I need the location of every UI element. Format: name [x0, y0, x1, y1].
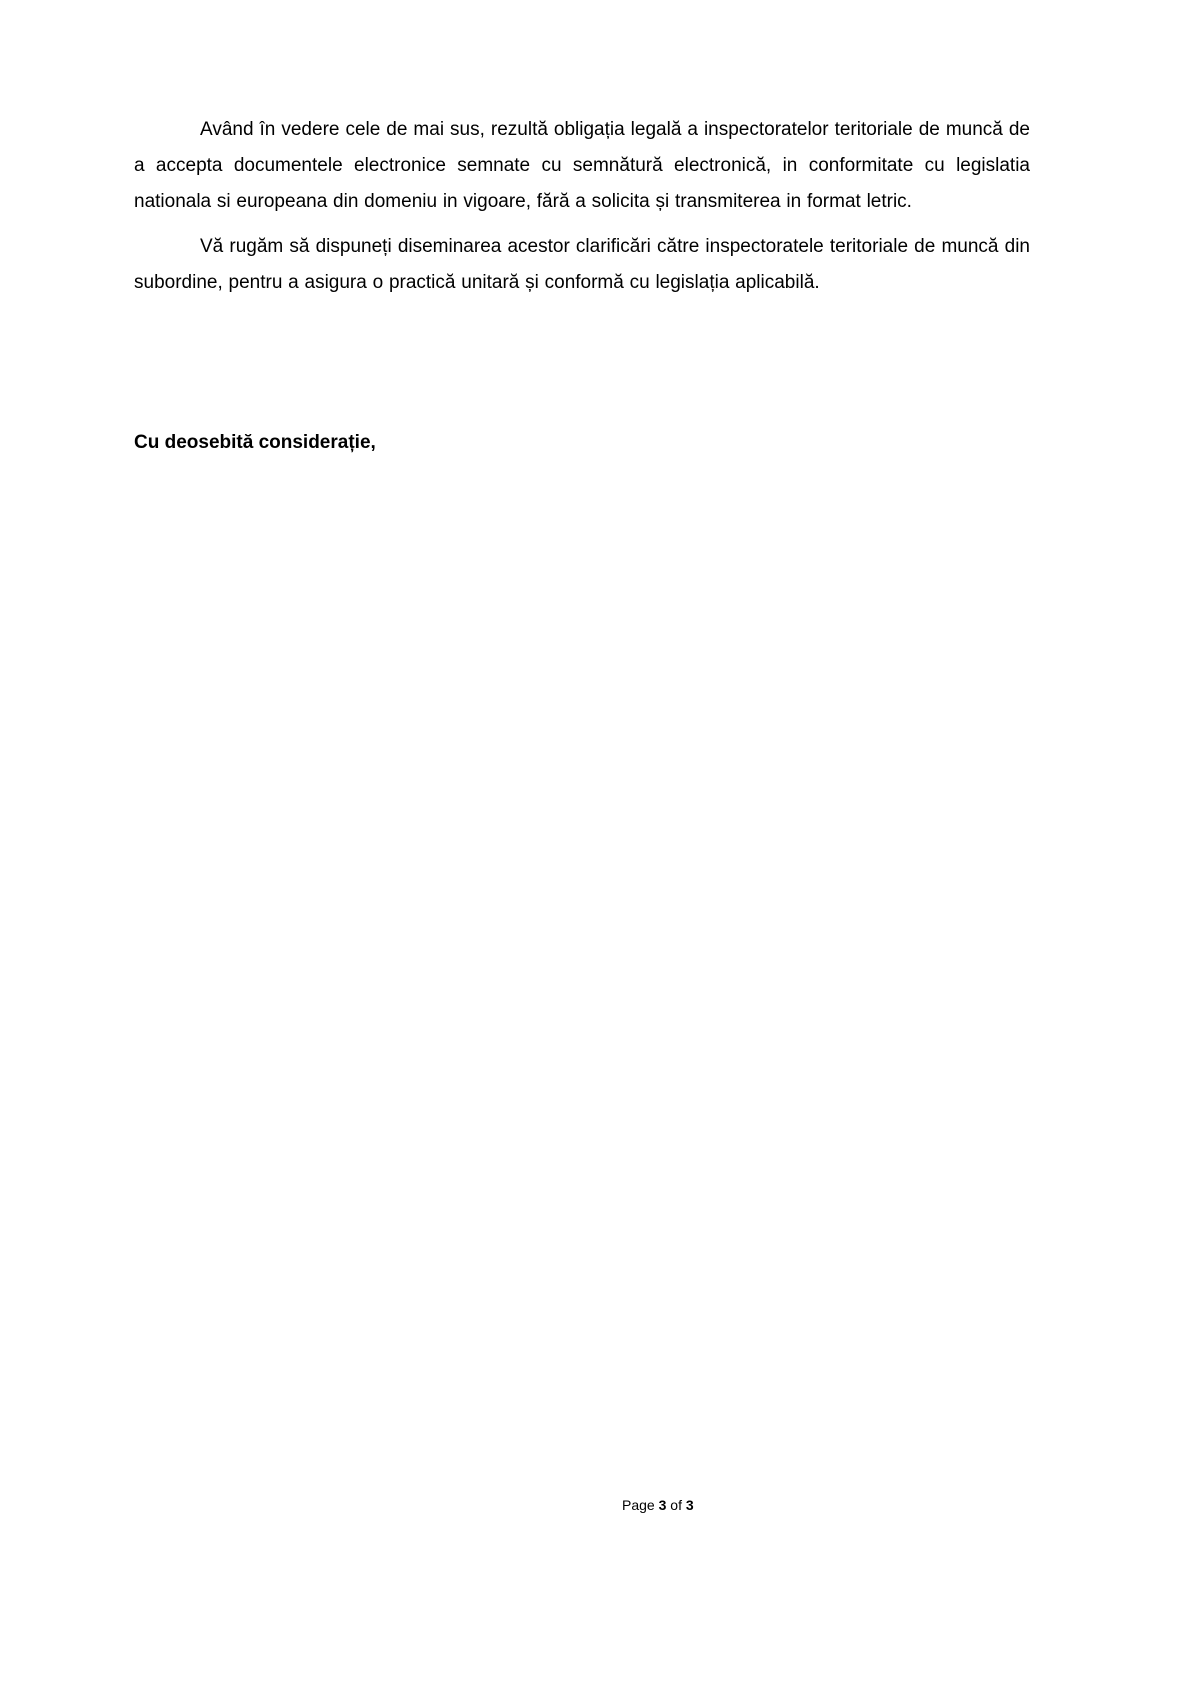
current-page-number: 3: [658, 1497, 667, 1513]
page-footer: [622, 1495, 694, 1515]
body-paragraph: Vă rugăm să dispuneți diseminarea acestor clarificări către inspectoratele teritoriale de muncă din subordine, pentru a asigura o practică unitară și conformă cu legislația aplicabilă.: [134, 236, 1030, 293]
closing-salutation: Cu deosebită considerație,: [134, 432, 376, 453]
body-paragraph: Având în vedere cele de mai sus, rezultă obligația legală a inspectoratelor teritoriale de muncă de a accepta documentele electronice semnate cu semnătură electronică, in conformitate cu legislatia nationala si europeana din domeniu in vigoare, fără a solicita și transmiterea in format letric.: [134, 119, 1030, 212]
page-label: Page: [622, 1497, 655, 1513]
document-body: [134, 112, 1030, 310]
page-of-label: of: [670, 1497, 682, 1513]
total-page-count: 3: [685, 1497, 694, 1513]
